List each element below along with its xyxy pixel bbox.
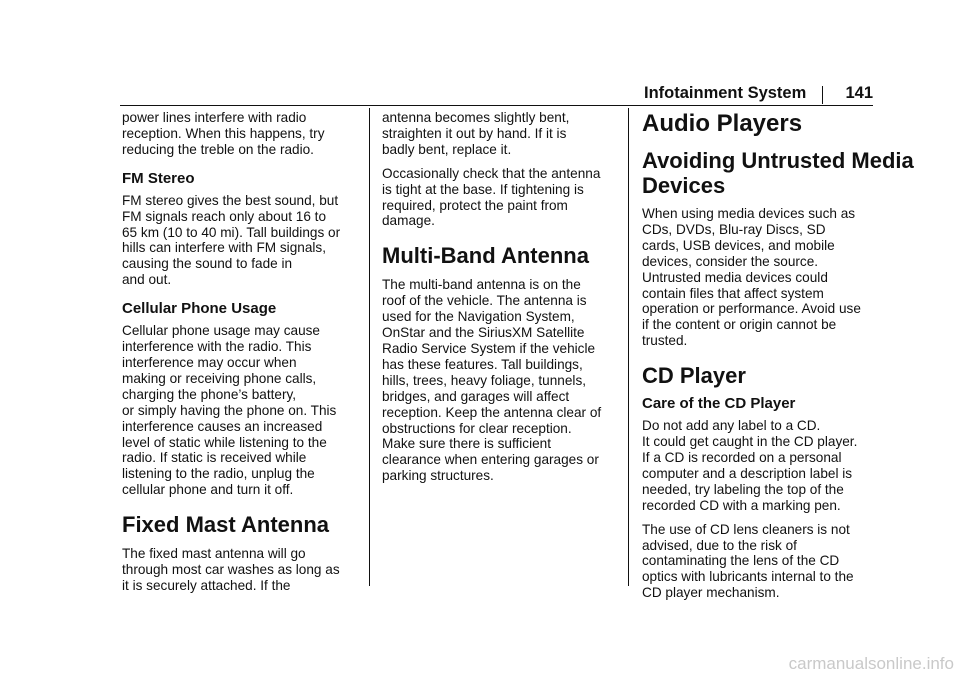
text-line: operation or performance. Avoid use [642,301,861,317]
text-line: OnStar and the SiriusXM Satellite [382,325,585,341]
text-line: damage. [382,213,435,229]
text-line: Occasionally check that the antenna [382,165,601,181]
text-line: Untrusted media devices could [642,269,828,285]
text-line: It could get caught in the CD player. [642,434,858,450]
fm-stereo-heading: FM Stereo [122,169,195,187]
text-line: making or receiving phone calls, [122,370,317,386]
column-divider-2 [628,108,629,586]
text-line: antenna becomes slightly bent, [382,110,570,125]
cellular-phone-paragraph [122,323,358,498]
text-line: roof of the vehicle. The antenna is [382,293,587,309]
care-of-cd-player-heading: Care of the CD Player [642,395,796,413]
text-line: obstructions for clear reception. [382,420,572,436]
text-line: Cellular phone usage may cause [122,323,320,339]
text-line: CDs, DVDs, Blu-ray Discs, SD [642,221,826,237]
text-line: causing the sound to fade in [122,256,293,272]
text-line: power lines interfere with radio [122,110,307,125]
antenna-continued-paragraph [382,110,618,158]
text-line: radio. If static is received while [122,450,307,466]
text-line: and out. [122,272,172,288]
text-line: it is securely attached. If the [122,577,291,593]
header-vertical-rule [822,86,823,104]
cd-cleaner-paragraph [642,522,878,602]
fixed-mast-paragraph [122,546,358,594]
multi-band-antenna-heading: Multi-Band Antenna [382,243,589,269]
text-line: The use of CD lens cleaners is not [642,521,850,537]
text-line: hills, trees, heavy foliage, tunnels, [382,372,587,388]
text-line: trusted. [642,333,688,349]
header-rule [120,105,873,106]
text-line: reducing the treble on the radio. [122,141,314,157]
page-number: 141 [845,84,873,102]
audio-players-heading: Audio Players [642,110,803,137]
intro-paragraph [122,110,358,158]
column-2 [382,110,618,484]
text-line: or simply having the phone on. This [122,402,337,418]
cd-player-heading: CD Player [642,363,746,389]
text-line: level of static while listening to the [122,434,327,450]
text-line: is tight at the base. If tightening is [382,181,584,197]
multi-band-paragraph [382,277,618,484]
text-line: used for the Navigation System, [382,309,575,325]
text-line: hills can interfere with FM signals, [122,240,326,256]
text-line: contaminating the lens of the CD [642,553,840,569]
text-line: through most car washes as long as [122,562,340,578]
text-line: charging the phone’s battery, [122,386,297,402]
text-line: Avoiding Untrusted Media [642,148,914,173]
text-line: devices, consider the source. [642,253,819,269]
text-line: clearance when entering garages or [382,452,599,468]
text-line: reception. When this happens, try [122,125,325,141]
text-line: bridges, and garages will affect [382,388,570,404]
text-line: interference causes an increased [122,418,323,434]
text-line: cellular phone and turn it off. [122,482,294,498]
column-3 [642,110,914,601]
text-line: cards, USB devices, and mobile [642,237,835,253]
cd-label-paragraph [642,418,878,513]
text-line: recorded CD with a marking pen. [642,497,841,513]
text-line: Radio Service System if the vehicle [382,340,596,356]
column-divider-1 [369,108,370,586]
text-line: interference may occur when [122,354,297,370]
cellular-phone-heading: Cellular Phone Usage [122,300,277,318]
text-line: FM signals reach only about 16 to [122,208,327,224]
text-line: Make sure there is sufficient [382,436,551,452]
running-head [640,82,873,106]
text-line: Do not add any label to a CD. [642,418,821,434]
antenna-check-paragraph [382,166,618,230]
fixed-mast-antenna-heading: Fixed Mast Antenna [122,512,329,538]
text-line: reception. Keep the antenna clear of [382,404,602,420]
untrusted-media-paragraph [642,206,878,349]
text-line: optics with lubricants internal to the [642,569,854,585]
text-line: needed, try labeling the top of the [642,481,844,497]
text-line: The multi-band antenna is on the [382,277,581,293]
section-title: Infotainment System [644,84,807,102]
text-line: computer and a description label is [642,465,853,481]
text-line: When using media devices such as [642,206,856,221]
text-line: 65 km (10 to 40 mi). Tall buildings or [122,224,341,240]
watermark: carmanualsonline.info [788,654,954,673]
text-line: badly bent, replace it. [382,141,512,157]
untrusted-media-heading [642,148,914,198]
fm-stereo-paragraph [122,193,358,288]
text-line: The fixed mast antenna will go [122,546,306,562]
text-line: contain files that affect system [642,285,824,301]
text-line: required, protect the paint from [382,197,568,213]
text-line: has these features. Tall buildings, [382,356,583,372]
text-line: straighten it out by hand. If it is [382,125,567,141]
text-line: advised, due to the risk of [642,537,797,553]
column-1 [122,110,358,594]
text-line: FM stereo gives the best sound, but [122,192,339,208]
text-line: Devices [642,173,726,198]
text-line: CD player mechanism. [642,585,780,601]
text-line: interference with the radio. This [122,339,312,355]
text-line: if the content or origin cannot be [642,317,837,333]
text-line: parking structures. [382,468,494,484]
text-line: listening to the radio, unplug the [122,466,315,482]
text-line: If a CD is recorded on a personal [642,449,842,465]
